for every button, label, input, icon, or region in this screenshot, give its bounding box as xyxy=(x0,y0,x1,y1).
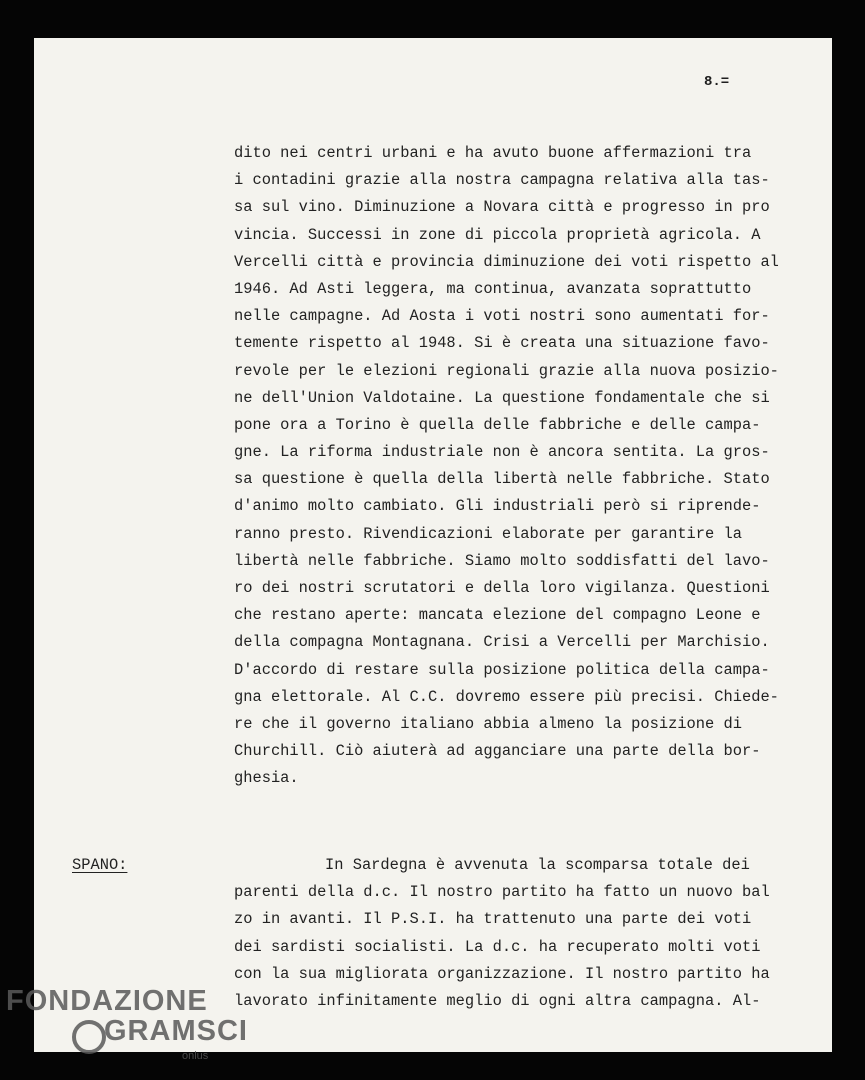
text-line: lavorato infinitamente meglio di ogni altra campagna. Al- xyxy=(234,991,761,1010)
text-line: zo in avanti. Il P.S.I. ha trattenuto una parte dei voti xyxy=(234,910,752,929)
text-line: ro dei nostri scrutatori e della loro vigilanza. Questioni xyxy=(234,579,770,597)
text-line: pone ora a Torino è quella delle fabbriche e delle campa- xyxy=(234,415,761,434)
text-line: gne. La riforma industriale non è ancora sentita. La gros- xyxy=(234,443,770,462)
text-line: gna elettorale. Al C.C. dovremo essere più precisi. Chiede- xyxy=(234,687,779,706)
text-line: temente rispetto al 1948. Si è creata una situazione favo- xyxy=(234,334,770,353)
text-line: nelle campagne. Ad Aosta i voti nostri sono aumentati for- xyxy=(234,307,770,326)
fondazione-gramsci-watermark xyxy=(6,985,248,1062)
watermark-line-1: FONDAZIONE xyxy=(6,985,208,1017)
text-line: della compagna Montagnana. Crisi a Vercelli per Marchisio. xyxy=(234,633,770,652)
gramsci-logo-icon xyxy=(72,1020,106,1054)
text-line: libertà nelle fabbriche. Siamo molto soddisfatti del lavo- xyxy=(234,551,770,570)
text-line: revole per le elezioni regionali grazie alla nuova posizio- xyxy=(234,361,779,380)
text-line: parenti della d.c. Il nostro partito ha fatto un nuovo bal xyxy=(234,883,770,902)
text-line: ghesia. xyxy=(234,769,299,788)
paragraph-2 xyxy=(234,852,770,1015)
text-line: i contadini grazie alla nostra campagna relativa alla tas- xyxy=(234,171,770,190)
text-line: Churchill. Ciò aiuterà ad agganciare una parte della bor- xyxy=(234,742,761,761)
watermark-line-2: GRAMSCI xyxy=(104,1015,248,1047)
text-line: d'animo molto cambiato. Gli industriali però si riprende- xyxy=(234,497,761,516)
speaker-label: SPANO: xyxy=(72,856,128,874)
text-line: 1946. Ad Asti leggera, ma continua, avanzata soprattutto xyxy=(234,279,752,298)
paragraph-1 xyxy=(234,140,779,793)
text-line: D'accordo di restare sulla posizione politica della campa- xyxy=(234,660,770,679)
text-line: sa questione è quella della libertà nelle fabbriche. Stato xyxy=(234,470,770,489)
page-number: 8.= xyxy=(704,74,730,90)
text-line: In Sardegna è avvenuta la scomparsa totale dei xyxy=(325,856,750,874)
text-line: re che il governo italiano abbia almeno la posizione di xyxy=(234,714,742,733)
text-line: ranno presto. Rivendicazioni elaborate per garantire la xyxy=(234,524,742,543)
text-line: dei sardisti socialisti. La d.c. ha recuperato molti voti xyxy=(234,937,761,956)
text-line: che restano aperte: mancata elezione del compagno Leone e xyxy=(234,606,761,625)
text-line: Vercelli città e provincia diminuzione dei voti rispetto al xyxy=(234,252,779,271)
text-line: dito nei centri urbani e ha avuto buone affermazioni tra xyxy=(234,144,752,162)
watermark-line-3: onlus xyxy=(182,1050,209,1062)
text-line: ne dell'Union Valdotaine. La questione fondamentale che si xyxy=(234,388,770,407)
text-line: con la sua migliorata organizzazione. Il nostro partito ha xyxy=(234,964,770,983)
text-line: sa sul vino. Diminuzione a Novara città e progresso in pro xyxy=(234,198,770,217)
text-line: vincia. Successi in zone di piccola proprietà agricola. A xyxy=(234,225,761,244)
